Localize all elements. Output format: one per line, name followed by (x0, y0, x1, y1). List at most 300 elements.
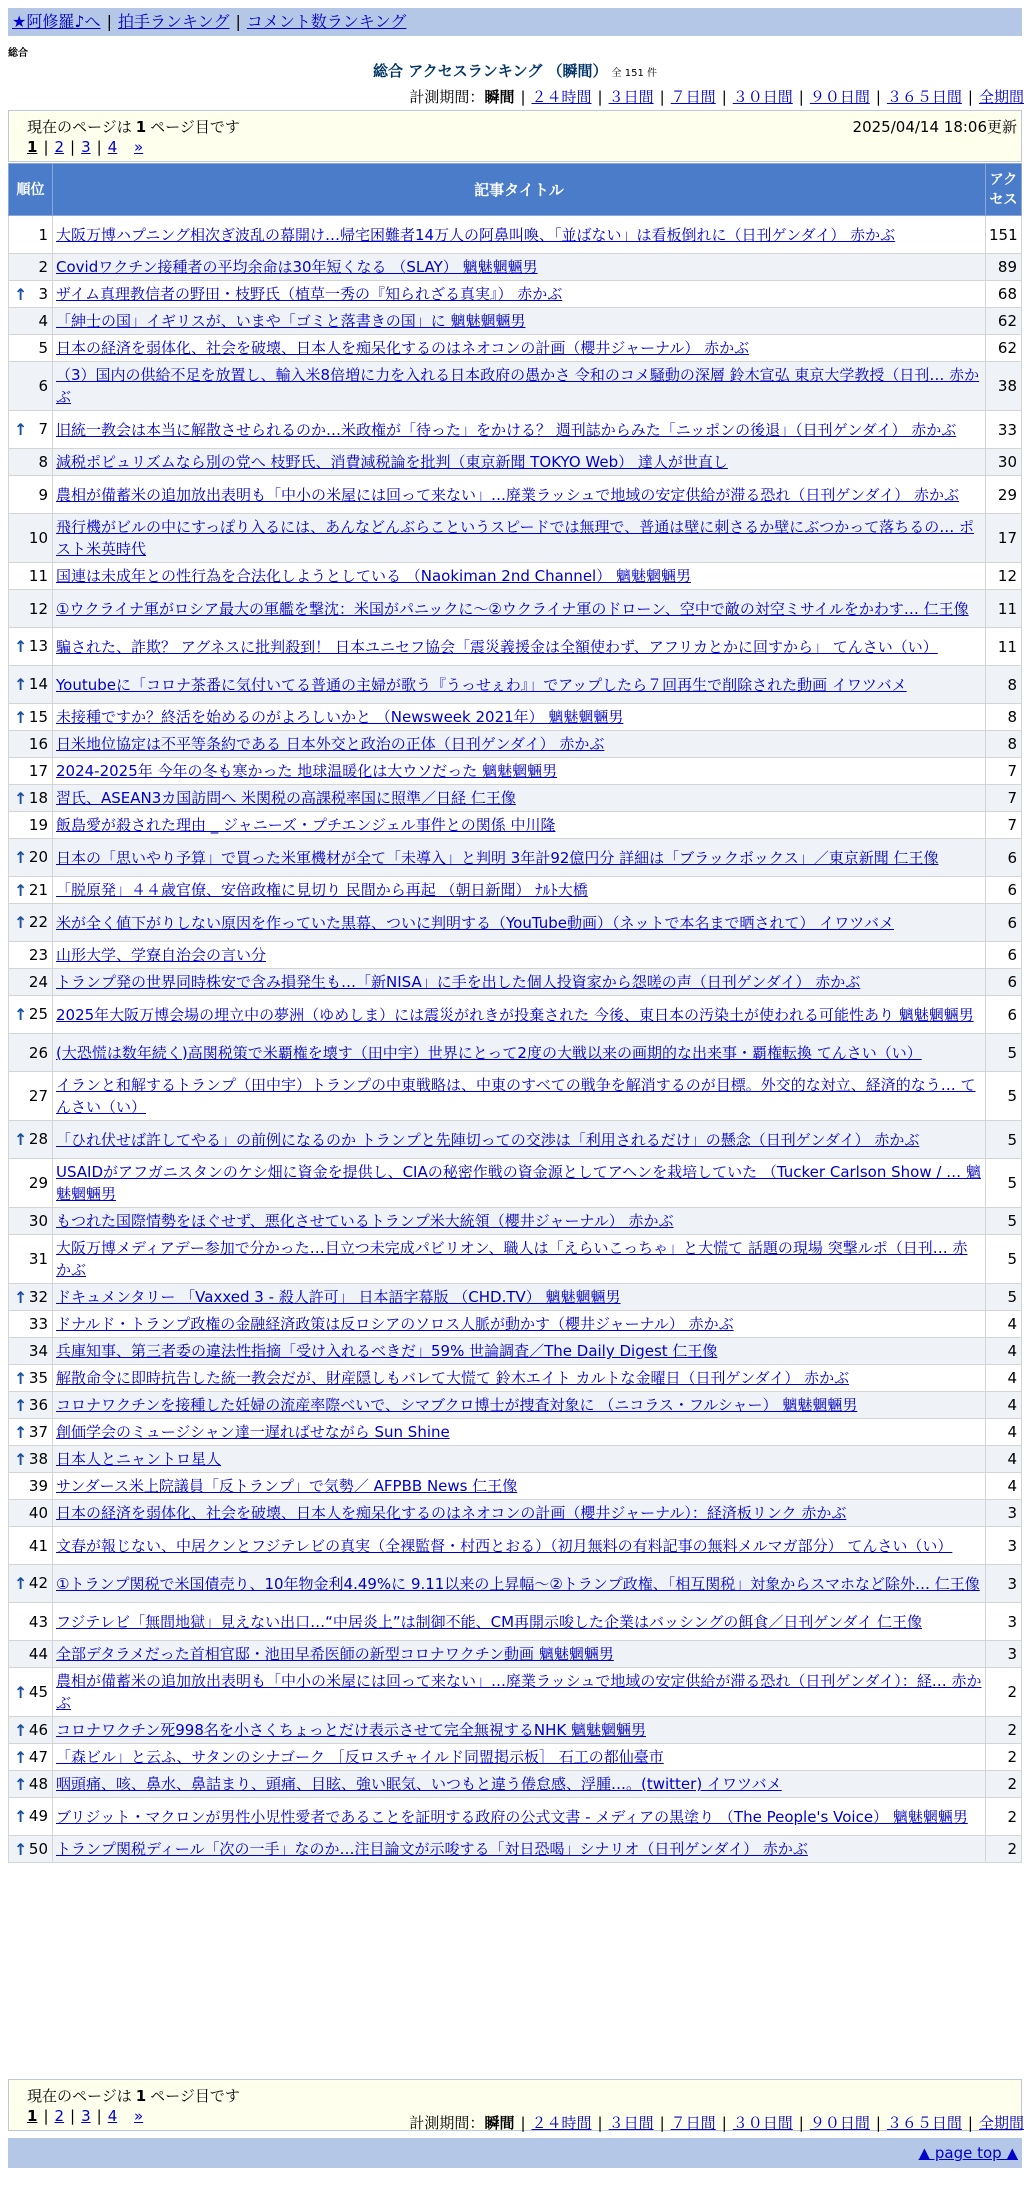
title-cell (53, 1603, 986, 1641)
period-label: 計測期間： (409, 88, 485, 106)
current-page-pre: 現在のページは (27, 2087, 132, 2105)
access-count: 4 (986, 1392, 1022, 1419)
rank-cell (9, 1419, 53, 1446)
rank-up-arrow-icon: ↑ (14, 848, 28, 867)
access-count: 6 (986, 942, 1022, 969)
rank-cell (9, 758, 53, 785)
table-row (9, 1771, 1022, 1798)
page-title-text: 総合 アクセスランキング （瞬間） (373, 62, 608, 80)
article-title-link[interactable]: （3）国内の供給不足を放置し、輸入米8倍増に力を入れる日本政府の愚かさ 令和のコメ騒動の深層 鈴木宣弘 東京大学教授（日刊… 赤かぶ (56, 366, 980, 406)
page-top-link[interactable]: ▲ page top ▲ (918, 2144, 1018, 2162)
rank-cell (9, 362, 53, 411)
table-row (9, 254, 1022, 281)
page-links (27, 2107, 143, 2125)
article-title-link[interactable]: 文春が報じない、中居クンとフジテレビの真実（全裸監督・村西とおる）（初月無料の有料記事の無料メルマガ部分） てんさい（い） (56, 1536, 953, 1555)
table-row (9, 308, 1022, 335)
page-link[interactable]: 3 (81, 138, 91, 156)
access-count: 62 (986, 335, 1022, 362)
page-separator: | (70, 138, 76, 156)
table-row (9, 1527, 1022, 1565)
rank-number: 2 (38, 258, 48, 276)
article-title-link[interactable]: 「脱原発」４４歳官僚、安倍政権に見切り 民間から再起 （朝日新聞） ﾅﾙﾄ大橋 (56, 881, 588, 899)
next-page-link[interactable]: » (134, 138, 144, 156)
table-row (9, 1744, 1022, 1771)
rank-number: 20 (28, 848, 48, 866)
access-count: 6 (986, 877, 1022, 904)
access-column-header: アクセス (986, 164, 1022, 216)
title-cell (53, 1473, 986, 1500)
article-title-link[interactable]: 減税ポピュリズムなら別の党へ 枝野氏、消費減税論を批判（東京新聞 TOKYO Web） 達人が世直し (56, 453, 728, 471)
title-cell (53, 1338, 986, 1365)
title-cell (53, 281, 986, 308)
title-cell (53, 1641, 986, 1668)
title-cell (53, 904, 986, 942)
rank-cell (9, 1798, 53, 1836)
table-row (9, 1208, 1022, 1235)
rank-up-arrow-icon: ↑ (14, 1774, 28, 1794)
access-count: 5 (986, 1034, 1022, 1072)
article-title-link[interactable]: 日本の経済を弱体化、社会を破壊、日本人を痴呆化するのはネオコンの計画（櫻井ジャーナル） 赤かぶ (56, 339, 750, 357)
access-count: 3 (986, 1527, 1022, 1565)
article-title-link[interactable]: 2025年大阪万博会場の埋立中の夢洲（ゆめしま）には震災がれきが投棄された 今後、東日本の汚染土が使われる可能性あり 魑魅魍魎男 (56, 1005, 974, 1024)
title-cell (53, 1798, 986, 1836)
access-count: 151 (986, 216, 1022, 254)
rank-cell (9, 1034, 53, 1072)
period-separator: | (659, 2114, 665, 2132)
period-link[interactable]: ３日間 (608, 2114, 654, 2132)
article-title-link[interactable]: 米が全く値下がりしない原因を作っていた黒幕、ついに判明する（YouTube動画）（ネットで本名まで晒されて） イワツバメ (56, 913, 894, 932)
page-link[interactable]: 3 (81, 2107, 91, 2125)
article-title-link[interactable]: イランと和解するトランプ（田中宇）トランプの中東戦略は、中東のすべての戦争を解消するのが目標。外交的な対立、経済的なう… てんさい（い） (56, 1076, 976, 1116)
title-cell (53, 216, 986, 254)
article-title-link[interactable]: 飛行機がビルの中にすっぽり入るには、あんなどんぶらこというスピードでは無理で、普通は壁に刺さるか壁にぶつかって落ちるの… ポスト米英時代 (56, 518, 974, 558)
rank-up-arrow-icon: ↑ (14, 637, 28, 656)
period-separator: | (520, 2114, 526, 2132)
rank-number: 5 (38, 339, 48, 357)
table-row (9, 590, 1022, 628)
article-title-link[interactable]: 騙された、詐欺？ アグネスに批判殺到！ 日本ユニセフ協会「震災義援金は全額使わず、アフリカとかに回すから」 てんさい（い） (56, 637, 938, 656)
rank-up-arrow-icon: ↑ (14, 420, 28, 439)
access-count: 5 (986, 1208, 1022, 1235)
article-title-link[interactable]: 咽頭痛、咳、鼻水、鼻詰まり、頭痛、目眩、強い眠気、いつもと違う倦怠感、浮腫…。(twitter) イワツバメ (56, 1775, 782, 1793)
access-count: 11 (986, 590, 1022, 628)
title-cell (53, 969, 986, 996)
access-count: 6 (986, 904, 1022, 942)
pager-top (8, 110, 1022, 162)
table-row (9, 1473, 1022, 1500)
article-title-link[interactable]: 日本の「思いやり予算」で買った米軍機材が全て「未導入」と判明 3年計92億円分 詳細は「ブラックボックス」／東京新聞 仁王像 (56, 848, 939, 867)
rank-up-arrow-icon: ↑ (14, 675, 28, 694)
table-row (9, 1392, 1022, 1419)
rank-cell (9, 590, 53, 628)
rank-number: 34 (28, 1342, 48, 1360)
rank-cell (9, 1836, 53, 1863)
rank-cell (9, 335, 53, 362)
title-cell (53, 1365, 986, 1392)
article-title-link[interactable]: 「森ビル」と云ふ、サタンのシナゴーク ［反ロスチャイルド同盟掲示板］ 石工の都仙臺市 (56, 1748, 664, 1766)
table-row (9, 514, 1022, 563)
rank-number: 15 (28, 707, 48, 726)
article-title-link[interactable]: ①ウクライナ軍がロシア最大の軍艦を撃沈：米国がパニックに～②ウクライナ軍のドローン、空中で敵の対空ミサイルをかわす… 仁王像 (56, 599, 969, 618)
page-separator: | (96, 138, 102, 156)
access-count: 4 (986, 1419, 1022, 1446)
comment-ranking-link[interactable]: コメント数ランキング (246, 12, 407, 31)
access-count: 6 (986, 839, 1022, 877)
period-link[interactable]: ９０日間 (809, 88, 870, 106)
title-cell (53, 942, 986, 969)
period-separator: | (875, 88, 881, 106)
rank-number: 6 (38, 377, 48, 395)
rank-cell (9, 1311, 53, 1338)
rank-number: 46 (28, 1720, 48, 1739)
rank-number: 13 (28, 637, 48, 655)
period-separator: | (798, 2114, 804, 2132)
rank-cell (9, 1668, 53, 1717)
page-link[interactable]: 4 (107, 2107, 118, 2125)
article-title-link[interactable]: USAIDがアフガニスタンのケシ畑に資金を提供し、CIAの秘密作戦の資金源としてアヘンを栽培していた （Tucker Carlson Show / … 魑魅魍魎男 (56, 1163, 981, 1203)
article-title-link[interactable]: トランプ関税ディール「次の一手」なのか…注目論文が示唆する「対日恐喝」シナリオ（日刊ゲンダイ） 赤かぶ (56, 1840, 808, 1858)
table-row (9, 839, 1022, 877)
table-row (9, 1034, 1022, 1072)
period-link[interactable]: ２４時間 (531, 2114, 592, 2132)
article-title-link[interactable]: ドナルド・トランプ政権の金融経済政策は反ロシアのソロス人脈が動かす（櫻井ジャーナル） 赤かぶ (56, 1315, 734, 1333)
rank-number: 37 (28, 1422, 48, 1441)
title-cell (53, 1235, 986, 1284)
rank-cell (9, 1473, 53, 1500)
footer-bar (8, 2138, 1022, 2168)
rank-number: 26 (28, 1043, 48, 1062)
period-selector-bottom (409, 2112, 1024, 2133)
title-cell (53, 1284, 986, 1311)
article-title-link[interactable]: 創価学会のミュージシャン達一遅ればせながら Sun Shine (56, 1423, 450, 1441)
current-page-text (27, 2085, 240, 2106)
title-cell (53, 1034, 986, 1072)
nav-separator: | (106, 12, 112, 31)
rank-number: 4 (38, 312, 48, 330)
article-title-link[interactable]: 日米地位協定は不平等条約である 日本外交と政治の正体（日刊ゲンダイ） 赤かぶ (56, 735, 605, 753)
rank-cell (9, 216, 53, 254)
rank-up-arrow-icon: ↑ (14, 1130, 28, 1149)
page-separator (123, 138, 128, 156)
period-separator: | (967, 2114, 973, 2132)
table-row (9, 1284, 1022, 1311)
title-cell (53, 666, 986, 704)
table-row (9, 812, 1022, 839)
period-link[interactable]: ９０日間 (809, 2114, 870, 2132)
title-cell (53, 362, 986, 411)
period-link[interactable]: 全期間 (978, 88, 1024, 106)
rank-number: 27 (28, 1087, 48, 1105)
period-separator: | (875, 2114, 881, 2132)
table-row (9, 476, 1022, 514)
current-page-number: 1 (135, 118, 147, 136)
rank-cell (9, 1208, 53, 1235)
article-title-link[interactable]: 習氏、ASEAN3カ国訪問へ 米関税の高課税率国に照準／日経 仁王像 (56, 789, 516, 807)
title-cell (53, 996, 986, 1034)
rank-cell (9, 1744, 53, 1771)
article-title-link[interactable]: 未接種ですか？終活を始めるのがよろしいかと （Newsweek 2021年） 魑魅魍魎男 (56, 708, 624, 726)
rank-up-arrow-icon: ↑ (14, 707, 28, 727)
access-count: 30 (986, 449, 1022, 476)
rank-number: 39 (28, 1477, 48, 1495)
period-link[interactable]: ７日間 (670, 2114, 716, 2132)
access-count: 4 (986, 1365, 1022, 1392)
period-link[interactable]: ２４時間 (531, 88, 592, 106)
rank-cell (9, 1641, 53, 1668)
page-separator: | (43, 2107, 49, 2125)
article-title-link[interactable]: (大恐慌は数年続く)高関税策で米覇権を壊す（田中宇）世界にとって2度の大戦以来の画期的な出来事・覇権転換 てんさい（い） (56, 1043, 922, 1062)
rank-cell (9, 254, 53, 281)
rank-number: 22 (28, 913, 48, 931)
table-row (9, 1446, 1022, 1473)
rank-number: 35 (28, 1368, 48, 1387)
rank-up-arrow-icon: ↑ (14, 1287, 28, 1307)
page-separator: | (70, 2107, 76, 2125)
table-row (9, 563, 1022, 590)
title-cell (53, 877, 986, 904)
table-row (9, 904, 1022, 942)
period-link[interactable]: ３０日間 (732, 2114, 793, 2132)
table-row (9, 666, 1022, 704)
article-title-link[interactable]: 解散命令に即時抗告した統一教会だが、財産隠しもバレて大慌て 鈴木エイト カルトな金曜日（日刊ゲンダイ） 赤かぶ (56, 1369, 850, 1387)
rank-up-arrow-icon: ↑ (14, 1005, 28, 1024)
rank-cell (9, 1446, 53, 1473)
title-column-header: 記事タイトル (53, 164, 986, 216)
page-link[interactable]: 4 (107, 138, 118, 156)
rank-number: 30 (28, 1212, 48, 1230)
period-separator: | (721, 2114, 727, 2132)
rank-number: 17 (28, 762, 48, 780)
table-row (9, 411, 1022, 449)
access-count: 3 (986, 1603, 1022, 1641)
access-count: 68 (986, 281, 1022, 308)
access-count: 2 (986, 1836, 1022, 1863)
access-count: 2 (986, 1668, 1022, 1717)
access-count: 7 (986, 785, 1022, 812)
access-count: 7 (986, 758, 1022, 785)
table-row (9, 1500, 1022, 1527)
table-row (9, 877, 1022, 904)
page-link-current: 1 (27, 2107, 38, 2125)
article-title-link[interactable]: コロナワクチン死998名を小さくちょっとだけ表示させて完全無視するNHK 魑魅魍魎男 (56, 1721, 646, 1739)
rank-up-arrow-icon: ↑ (14, 913, 28, 932)
access-count: 4 (986, 1473, 1022, 1500)
rank-number: 31 (28, 1250, 48, 1268)
article-title-link[interactable]: コロナワクチンを接種した妊婦の流産率際べいで、シマブクロ博士が捜査対象に （ニコラス・フルシャー） 魑魅魍魎男 (56, 1396, 858, 1414)
rank-up-arrow-icon: ↑ (14, 284, 28, 304)
article-title-link[interactable]: 農相が備蓄米の追加放出表明も「中小の米屋には回って来ない」…廃業ラッシュで地域の安定供給が滞る恐れ（日刊ゲンダイ）：経… 赤かぶ (56, 1672, 982, 1712)
access-count: 8 (986, 731, 1022, 758)
rank-up-arrow-icon: ↑ (14, 1422, 28, 1442)
article-title-link[interactable]: Covidワクチン接種者の平均余命は30年短くなる （SLAY） 魑魅魍魎男 (56, 258, 538, 276)
period-separator: | (721, 88, 727, 106)
title-cell (53, 628, 986, 666)
period-link[interactable]: ７日間 (670, 88, 716, 106)
rank-cell (9, 514, 53, 563)
access-count: 5 (986, 1284, 1022, 1311)
access-count: 7 (986, 812, 1022, 839)
title-cell (53, 254, 986, 281)
table-row (9, 1419, 1022, 1446)
rank-up-arrow-icon: ↑ (14, 1807, 28, 1826)
article-title-link[interactable]: もつれた国際情勢をほぐせず、悪化させているトランプ米大統領（櫻井ジャーナル） 赤かぶ (56, 1212, 674, 1230)
page-link[interactable]: 2 (54, 138, 65, 156)
access-count: 2 (986, 1744, 1022, 1771)
access-count: 3 (986, 1641, 1022, 1668)
article-title-link[interactable]: 旧統一教会は本当に解散させられるのか…米政権が「待った」をかける？ 週刊誌からみた「ニッポンの後退」（日刊ゲンダイ） 赤かぶ (56, 420, 957, 439)
table-row (9, 942, 1022, 969)
period-link[interactable]: ３０日間 (732, 88, 793, 106)
rank-cell (9, 1500, 53, 1527)
current-page-post: ページ目です (150, 118, 240, 136)
page-link[interactable]: 2 (54, 2107, 65, 2125)
article-title-link[interactable]: 飯島愛が殺された理由 _ ジャニーズ・プチエンジェル事件との関係 中川隆 (56, 816, 556, 834)
rank-up-arrow-icon: ↑ (14, 1574, 28, 1593)
rank-number: 28 (28, 1130, 48, 1148)
period-separator: | (597, 2114, 603, 2132)
article-title-link[interactable]: トランプ発の世界同時株安で含み損発生も…「新NISA」に手を出した個人投資家から怨嗟の声（日刊ゲンダイ） 赤かぶ (56, 973, 861, 991)
article-title-link[interactable]: 「ひれ伏せば許してやる」の前例になるのか トランプと先陣切っての交渉は「利用されるだけ」の懸念（日刊ゲンダイ） 赤かぶ (56, 1130, 920, 1149)
article-title-link[interactable]: サンダース米上院議員「反トランプ」で気勢／ AFPBB News 仁王像 (56, 1477, 518, 1495)
rank-number: 36 (28, 1395, 48, 1414)
rank-up-arrow-icon: ↑ (14, 788, 28, 808)
article-title-link[interactable]: ドキュメンタリー 「Vaxxed 3 - 殺人許可」 日本語字幕版 （CHD.TV） 魑魅魍魎男 (56, 1288, 621, 1306)
page-link-current: 1 (27, 138, 38, 156)
article-title-link[interactable]: ザイム真理教信者の野田・枝野氏（植草一秀の『知られざる真実』） 赤かぶ (56, 285, 563, 303)
rank-number: 23 (28, 946, 48, 964)
title-cell (53, 514, 986, 563)
rank-number: 1 (38, 225, 48, 244)
title-cell (53, 839, 986, 877)
rank-number: 9 (38, 485, 48, 504)
title-cell (53, 1392, 986, 1419)
period-separator: | (798, 88, 804, 106)
access-count: 4 (986, 1311, 1022, 1338)
article-title-link[interactable]: Youtubeに「コロナ茶番に気付いてる普通の主婦が歌う『うっせぇわ』」でアップしたら７回再生で削除された動画 イワツバメ (56, 675, 907, 694)
rank-cell (9, 1235, 53, 1284)
article-title-link[interactable]: 日本の経済を弱体化、社会を破壊、日本人を痴呆化するのはネオコンの計画（櫻井ジャーナル）：経済板リンク 赤かぶ (56, 1504, 847, 1522)
access-count: 5 (986, 1235, 1022, 1284)
rank-up-arrow-icon: ↑ (14, 1682, 28, 1702)
rank-column-header: 順位 (9, 164, 53, 216)
home-link[interactable]: ★阿修羅♪へ (12, 12, 101, 31)
rank-cell (9, 969, 53, 996)
title-cell (53, 1668, 986, 1717)
article-title-link[interactable]: 大阪万博メディアデー参加で分かった…目立つ未完成パビリオン、職人は「えらいこっちゃ」と大慌て 話題の現場 突撃ルポ（日刊… 赤かぶ (56, 1239, 968, 1279)
ranking-table (8, 163, 1022, 1863)
article-title-link[interactable]: 国連は未成年との性行為を合法化しようとしている （Naokiman 2nd Channel） 魑魅魍魎男 (56, 567, 691, 585)
rank-cell (9, 628, 53, 666)
current-page-post: ページ目です (150, 2087, 240, 2105)
access-count: 3 (986, 1565, 1022, 1603)
rank-cell (9, 1717, 53, 1744)
access-count: 4 (986, 1338, 1022, 1365)
article-title-link[interactable]: 農相が備蓄米の追加放出表明も「中小の米屋には回って来ない」…廃業ラッシュで地域の安定供給が滞る恐れ（日刊ゲンダイ） 赤かぶ (56, 485, 959, 504)
rank-cell (9, 1603, 53, 1641)
access-count: 8 (986, 704, 1022, 731)
rank-cell (9, 281, 53, 308)
access-count: 6 (986, 996, 1022, 1034)
rank-number: 32 (28, 1287, 48, 1306)
rank-cell (9, 1072, 53, 1121)
rank-number: 19 (28, 816, 48, 834)
access-count: 5 (986, 1072, 1022, 1121)
table-row (9, 281, 1022, 308)
period-link[interactable]: ３６５日間 (886, 88, 962, 106)
title-cell (53, 1500, 986, 1527)
rank-cell (9, 996, 53, 1034)
applause-ranking-link[interactable]: 拍手ランキング (117, 12, 230, 31)
period-separator: | (659, 88, 665, 106)
rank-number: 11 (28, 567, 48, 585)
article-title-link[interactable]: ブリジット・マクロンが男性小児性愛者であることを証明する政府の公式文書 - メディアの黒塗り （The People's Voice） 魑魅魍魎男 (56, 1807, 968, 1826)
rank-number: 12 (28, 599, 48, 618)
rank-cell (9, 704, 53, 731)
rank-cell (9, 1771, 53, 1798)
next-page-link[interactable]: » (134, 2107, 144, 2125)
period-current: 瞬間 (484, 2114, 515, 2132)
article-title-link[interactable]: ①トランプ関税で米国債売り、10年物金利4.49%に 9.11以来の上昇幅～②トランプ政権、「相互関税」対象からスマホなど除外… 仁王像 (56, 1574, 980, 1593)
period-separator: | (967, 88, 973, 106)
article-title-link[interactable]: 大阪万博ハプニング相次ぎ波乱の幕開け…帰宅困難者14万人の阿鼻叫喚、「並ばない」は看板倒れに（日刊ゲンダイ） 赤かぶ (56, 225, 896, 244)
access-count: 5 (986, 1159, 1022, 1208)
rank-up-arrow-icon: ↑ (14, 1395, 28, 1415)
rank-cell (9, 1565, 53, 1603)
access-count: 11 (986, 628, 1022, 666)
table-row (9, 1798, 1022, 1836)
rank-cell (9, 877, 53, 904)
table-row (9, 362, 1022, 411)
rank-cell (9, 449, 53, 476)
page-links (27, 138, 143, 156)
table-row (9, 1668, 1022, 1717)
rank-number: 45 (28, 1682, 48, 1701)
title-cell (53, 731, 986, 758)
access-count: 33 (986, 411, 1022, 449)
period-selector-top (409, 86, 1024, 107)
table-row (9, 758, 1022, 785)
article-title-link[interactable]: 全部デタラメだった首相官邸・池田早希医師の新型コロナワクチン動画 魑魅魍魎男 (56, 1645, 614, 1663)
title-cell (53, 476, 986, 514)
current-page-pre: 現在のページは (27, 118, 132, 136)
period-link[interactable]: ３６５日間 (886, 2114, 962, 2132)
article-title-link[interactable]: 日本人とニャントロ星人 (56, 1450, 222, 1468)
period-link[interactable]: ３日間 (608, 88, 654, 106)
access-count: 3 (986, 1500, 1022, 1527)
article-title-link[interactable]: 兵庫知事、第三者委の違法性指摘「受け入れるべきだ」59% 世論調査／The Daily Digest 仁王像 (56, 1342, 718, 1360)
title-cell (53, 590, 986, 628)
page-title (0, 60, 1030, 81)
title-cell (53, 1121, 986, 1159)
rank-number: 38 (28, 1449, 48, 1468)
table-row (9, 1603, 1022, 1641)
article-title-link[interactable]: 「紳士の国」イギリスが、いまや「ゴミと落書きの国」に 魑魅魍魎男 (56, 312, 526, 330)
title-cell (53, 785, 986, 812)
table-row (9, 628, 1022, 666)
rank-number: 24 (28, 973, 48, 991)
article-title-link[interactable]: 2024-2025年 今年の冬も寒かった 地球温暖化は大ウソだった 魑魅魍魎男 (56, 762, 558, 780)
table-row (9, 1338, 1022, 1365)
access-count: 8 (986, 666, 1022, 704)
table-row (9, 1235, 1022, 1284)
table-row (9, 1311, 1022, 1338)
access-count: 29 (986, 476, 1022, 514)
article-title-link[interactable]: フジテレビ「無間地獄」見えない出口…“中居炎上”は制御不能、CM再開示唆した企業はバッシングの餌食／日刊ゲンダイ 仁王像 (56, 1612, 922, 1631)
article-title-link[interactable]: 山形大学、学寮自治会の言い分 (56, 946, 267, 964)
rank-cell (9, 411, 53, 449)
period-link[interactable]: 全期間 (978, 2114, 1024, 2132)
table-row (9, 1565, 1022, 1603)
